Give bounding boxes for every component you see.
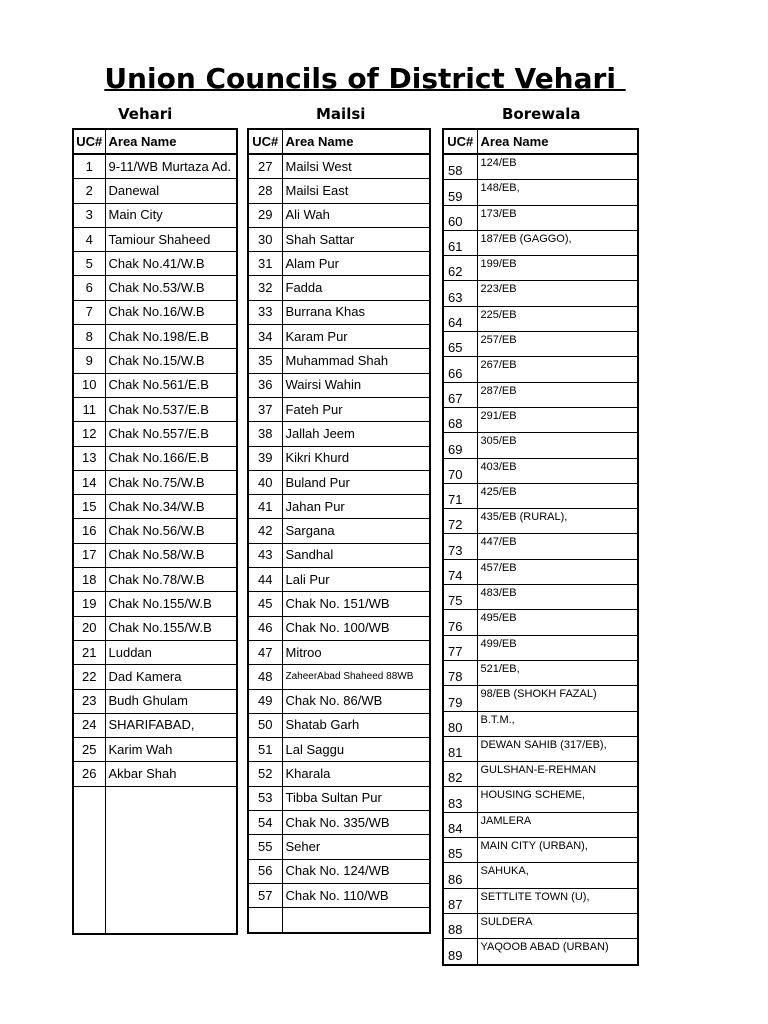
area-name-cell: MAIN CITY (URBAN), [477,838,638,863]
uc-number-cell: 1 [73,154,105,179]
area-name-cell: Chak No.41/W.B [105,252,237,276]
district-heading-borewala: Borewala [502,105,581,123]
area-name-cell: Chak No. 124/WB [282,859,430,883]
table-row [248,154,430,179]
uc-number-cell: 19 [73,592,105,616]
uc-number-cell: 28 [248,179,282,203]
uc-number-cell: 36 [248,373,282,397]
uc-number-cell: 34 [248,325,282,349]
table-row [443,635,638,660]
uc-number-cell: 38 [248,422,282,446]
table-row [248,470,430,494]
table-row [73,397,237,421]
table-row [443,433,638,458]
area-name-cell: Chak No.75/W.B [105,470,237,494]
uc-number-cell: 46 [248,616,282,640]
uc-number-cell: 68 [443,407,477,432]
table-row [248,859,430,883]
uc-number-cell: 12 [73,422,105,446]
uc-number-cell: 17 [73,543,105,567]
uc-number-cell: 42 [248,519,282,543]
area-name-cell: Burrana Khas [282,300,430,324]
area-name-cell: 483/EB [477,585,638,610]
table-row [248,325,430,349]
table-row [73,422,237,446]
area-name-cell: Shah Sattar [282,227,430,251]
empty-cell [282,908,430,933]
area-name-cell: Luddan [105,640,237,664]
uc-number-cell: 87 [443,888,477,913]
district-heading-mailsi: Mailsi [316,105,366,123]
area-name-cell: 223/EB [477,281,638,306]
uc-number-cell: 70 [443,458,477,483]
uc-number-cell: 40 [248,470,282,494]
uc-number-cell: 69 [443,433,477,458]
uc-number-cell: 75 [443,585,477,610]
area-name-cell: Seher [282,835,430,859]
area-name-cell: SAHUKA, [477,863,638,888]
table-row [443,281,638,306]
uc-number-cell: 20 [73,616,105,640]
table-row [443,838,638,863]
uc-number-cell: 72 [443,509,477,534]
uc-number-cell: 62 [443,256,477,281]
table-row [248,519,430,543]
uc-number-cell: 58 [443,154,477,180]
table-row [248,227,430,251]
uc-number-cell: 30 [248,227,282,251]
area-name-cell: Chak No.15/W.B [105,349,237,373]
table-row [443,585,638,610]
area-name-cell: 403/EB [477,458,638,483]
area-name-cell: Budh Ghulam [105,689,237,713]
area-name-cell: Chak No. 335/WB [282,811,430,835]
table-row [73,252,237,276]
uc-column-header: UC# [73,129,105,154]
table-row [73,568,237,592]
table-row [248,811,430,835]
uc-number-cell: 89 [443,939,477,965]
uc-number-cell: 65 [443,332,477,357]
area-name-cell: DEWAN SAHIB (317/EB), [477,736,638,761]
area-name-cell: Mailsi East [282,179,430,203]
uc-number-cell: 26 [73,762,105,786]
table-row [248,495,430,519]
table-row [248,543,430,567]
table-row [443,939,638,965]
table-row [248,738,430,762]
table-row [248,835,430,859]
table-row [73,227,237,251]
area-name-cell: Chak No.166/E.B [105,446,237,470]
area-name-cell: 495/EB [477,610,638,635]
area-name-cell: Ali Wah [282,203,430,227]
uc-number-cell: 88 [443,913,477,938]
area-name-cell: 124/EB [477,154,638,180]
uc-number-cell: 29 [248,203,282,227]
uc-number-cell: 80 [443,711,477,736]
area-name-cell: Mitroo [282,640,430,664]
area-name-cell: Akbar Shah [105,762,237,786]
area-name-cell: Chak No.58/W.B [105,543,237,567]
area-name-cell: Fadda [282,276,430,300]
area-name-cell: Chak No.53/W.B [105,276,237,300]
uc-number-cell: 44 [248,568,282,592]
area-name-cell: Shatab Garh [282,713,430,737]
table-row [73,616,237,640]
table-row [73,470,237,494]
uc-number-cell: 49 [248,689,282,713]
table-row [73,325,237,349]
table-row [248,762,430,786]
area-column-header: Area Name [282,129,430,154]
uc-number-cell: 67 [443,382,477,407]
table-row [443,660,638,685]
table-row [443,888,638,913]
table-row [248,713,430,737]
table-row [73,373,237,397]
area-name-cell: Chak No.78/W.B [105,568,237,592]
area-name-cell: HOUSING SCHEME, [477,787,638,812]
uc-number-cell: 6 [73,276,105,300]
table-row [443,306,638,331]
table-row [248,883,430,907]
table-row [248,616,430,640]
uc-number-cell: 2 [73,179,105,203]
area-name-cell: Chak No.155/W.B [105,592,237,616]
area-name-cell: Kikri Khurd [282,446,430,470]
table-row [73,738,237,762]
area-name-cell: 287/EB [477,382,638,407]
area-name-cell: Lali Pur [282,568,430,592]
table-row [73,446,237,470]
uc-number-cell: 54 [248,811,282,835]
uc-number-cell: 66 [443,357,477,382]
table-row [73,592,237,616]
area-name-cell: Karim Wah [105,738,237,762]
table-row [248,203,430,227]
uc-number-cell: 37 [248,397,282,421]
uc-number-cell: 32 [248,276,282,300]
uc-number-cell: 9 [73,349,105,373]
table-header-row [248,129,430,154]
table-row [248,300,430,324]
uc-number-cell: 4 [73,227,105,251]
uc-number-cell: 22 [73,665,105,689]
area-name-cell: 148/EB, [477,180,638,205]
empty-row [73,786,237,934]
table-row [73,762,237,786]
area-name-cell: SULDERA [477,913,638,938]
table-row [443,332,638,357]
table-row [443,812,638,837]
table-row [248,568,430,592]
mailsi-table [247,128,431,934]
uc-number-cell: 13 [73,446,105,470]
uc-number-cell: 33 [248,300,282,324]
table-row [248,786,430,810]
uc-number-cell: 52 [248,762,282,786]
area-name-cell: Chak No. 100/WB [282,616,430,640]
area-name-cell: Tamiour Shaheed [105,227,237,251]
area-name-cell: ZaheerAbad Shaheed 88WB [282,665,430,689]
table-row [73,519,237,543]
uc-number-cell: 35 [248,349,282,373]
area-name-cell: 257/EB [477,332,638,357]
uc-number-cell: 57 [248,883,282,907]
table-row [443,509,638,534]
area-name-cell: Lal Saggu [282,738,430,762]
table-row [73,689,237,713]
table-row [73,203,237,227]
uc-number-cell: 77 [443,635,477,660]
uc-number-cell: 8 [73,325,105,349]
table-row [248,252,430,276]
uc-number-cell: 5 [73,252,105,276]
table-row [248,373,430,397]
uc-number-cell: 27 [248,154,282,179]
area-name-cell: Jallah Jeem [282,422,430,446]
page-title: Union Councils of District Vehari [104,62,626,95]
uc-number-cell: 23 [73,689,105,713]
uc-number-cell: 73 [443,534,477,559]
table-row [443,357,638,382]
area-name-cell: 457/EB [477,559,638,584]
uc-number-cell: 83 [443,787,477,812]
area-name-cell: Chak No.198/E.B [105,325,237,349]
uc-number-cell: 16 [73,519,105,543]
uc-number-cell: 3 [73,203,105,227]
uc-column-header: UC# [248,129,282,154]
area-name-cell: Kharala [282,762,430,786]
table-row [73,640,237,664]
uc-number-cell: 11 [73,397,105,421]
area-name-cell: Chak No.561/E.B [105,373,237,397]
uc-number-cell: 71 [443,483,477,508]
uc-number-cell: 31 [248,252,282,276]
area-name-cell: Chak No.16/W.B [105,300,237,324]
table-row [248,640,430,664]
area-name-cell: 305/EB [477,433,638,458]
uc-number-cell: 59 [443,180,477,205]
uc-number-cell: 56 [248,859,282,883]
area-name-cell: Chak No.557/E.B [105,422,237,446]
table-row [443,483,638,508]
table-row [248,397,430,421]
uc-number-cell: 14 [73,470,105,494]
uc-number-cell: 7 [73,300,105,324]
uc-number-cell: 48 [248,665,282,689]
uc-number-cell: 50 [248,713,282,737]
area-name-cell: Tibba Sultan Pur [282,786,430,810]
area-name-cell: Sargana [282,519,430,543]
area-name-cell: 435/EB (RURAL), [477,509,638,534]
uc-column-header: UC# [443,129,477,154]
uc-number-cell: 10 [73,373,105,397]
vehari-table [72,128,238,935]
table-row [443,154,638,180]
uc-number-cell: 51 [248,738,282,762]
area-name-cell: Chak No.56/W.B [105,519,237,543]
table-row [73,495,237,519]
area-name-cell: Dad Kamera [105,665,237,689]
area-name-cell: 187/EB (GAGGO), [477,230,638,255]
table-row [73,154,237,179]
table-row [443,256,638,281]
empty-cell [105,786,237,934]
uc-number-cell: 86 [443,863,477,888]
table-row [248,689,430,713]
table-row [73,300,237,324]
area-name-cell: Chak No. 151/WB [282,592,430,616]
table-row [443,686,638,711]
area-name-cell: 499/EB [477,635,638,660]
table-row [443,736,638,761]
area-name-cell: 291/EB [477,407,638,432]
table-row [443,711,638,736]
uc-number-cell: 82 [443,762,477,787]
area-name-cell: GULSHAN-E-REHMAN [477,762,638,787]
uc-number-cell: 64 [443,306,477,331]
area-name-cell: 173/EB [477,205,638,230]
uc-number-cell: 74 [443,559,477,584]
table-row [443,610,638,635]
borewala-table [442,128,639,966]
uc-number-cell: 43 [248,543,282,567]
uc-number-cell: 24 [73,713,105,737]
area-name-cell: SETTLITE TOWN (U), [477,888,638,913]
area-name-cell: Buland Pur [282,470,430,494]
district-heading-vehari: Vehari [118,105,173,123]
area-name-cell: JAMLERA [477,812,638,837]
area-name-cell: 225/EB [477,306,638,331]
uc-number-cell: 41 [248,495,282,519]
table-row [443,205,638,230]
uc-number-cell: 45 [248,592,282,616]
uc-number-cell: 63 [443,281,477,306]
table-row [248,349,430,373]
uc-number-cell: 60 [443,205,477,230]
table-row [443,863,638,888]
area-name-cell: Sandhal [282,543,430,567]
area-name-cell: 267/EB [477,357,638,382]
uc-number-cell: 84 [443,812,477,837]
uc-number-cell: 61 [443,230,477,255]
uc-number-cell: 39 [248,446,282,470]
uc-number-cell: 85 [443,838,477,863]
area-name-cell: 521/EB, [477,660,638,685]
area-name-cell: B.T.M., [477,711,638,736]
table-row [248,276,430,300]
uc-number-cell: 47 [248,640,282,664]
table-row [73,713,237,737]
area-name-cell: Main City [105,203,237,227]
area-name-cell: Alam Pur [282,252,430,276]
table-header-row [443,129,638,154]
table-row [73,179,237,203]
table-row [443,787,638,812]
area-name-cell: Muhammad Shah [282,349,430,373]
table-row [248,665,430,689]
uc-number-cell: 21 [73,640,105,664]
area-name-cell: Fateh Pur [282,397,430,421]
empty-cell [248,908,282,933]
area-name-cell: Karam Pur [282,325,430,349]
uc-number-cell: 81 [443,736,477,761]
uc-number-cell: 18 [73,568,105,592]
area-name-cell: Chak No.537/E.B [105,397,237,421]
area-name-cell: Chak No.34/W.B [105,495,237,519]
uc-number-cell: 78 [443,660,477,685]
empty-cell [73,786,105,934]
table-row [73,665,237,689]
area-column-header: Area Name [105,129,237,154]
area-name-cell: Jahan Pur [282,495,430,519]
area-name-cell: SHARIFABAD, [105,713,237,737]
table-row [443,382,638,407]
area-name-cell: YAQOOB ABAD (URBAN) [477,939,638,965]
uc-number-cell: 25 [73,738,105,762]
area-name-cell: Mailsi West [282,154,430,179]
table-row [443,407,638,432]
table-row [443,913,638,938]
area-name-cell: 447/EB [477,534,638,559]
table-row [443,230,638,255]
area-column-header: Area Name [477,129,638,154]
table-header-row [73,129,237,154]
area-name-cell: Wairsi Wahin [282,373,430,397]
uc-number-cell: 53 [248,786,282,810]
table-row [248,179,430,203]
area-name-cell: Chak No. 86/WB [282,689,430,713]
area-name-cell: 199/EB [477,256,638,281]
area-name-cell: Chak No.155/W.B [105,616,237,640]
uc-number-cell: 79 [443,686,477,711]
table-row [443,762,638,787]
uc-number-cell: 76 [443,610,477,635]
table-row [73,543,237,567]
table-row [248,592,430,616]
table-row [73,349,237,373]
table-row [443,534,638,559]
area-name-cell: 425/EB [477,483,638,508]
table-row [248,422,430,446]
uc-number-cell: 15 [73,495,105,519]
area-name-cell: 98/EB (SHOKH FAZAL) [477,686,638,711]
table-row [73,276,237,300]
area-name-cell: 9-11/WB Murtaza Ad. [105,154,237,179]
table-row [443,458,638,483]
table-row [248,446,430,470]
area-name-cell: Chak No. 110/WB [282,883,430,907]
empty-row [248,908,430,933]
table-row [443,559,638,584]
area-name-cell: Danewal [105,179,237,203]
uc-number-cell: 55 [248,835,282,859]
table-row [443,180,638,205]
